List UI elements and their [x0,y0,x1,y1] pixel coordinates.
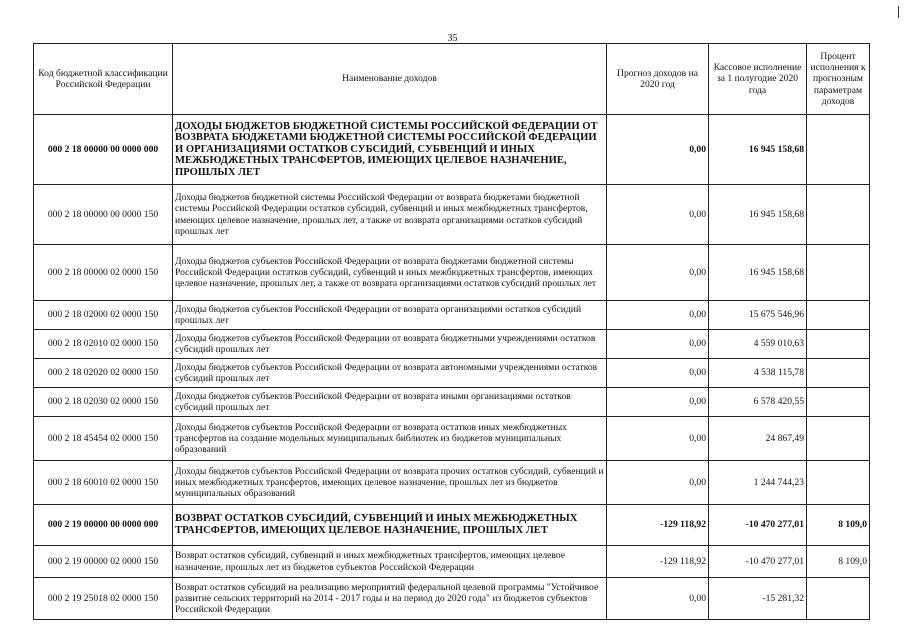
cell-name: Доходы бюджетов субъектов Российской Федерации от возврата остатков иных межбюджетных трансфертов на создание модельных муниципальных библиотек из бюджетов муниципальных образований [173,417,607,461]
cell-fact: 16 945 158,68 [709,115,807,185]
cell-name: ВОЗВРАТ ОСТАТКОВ СУБСИДИЙ, СУБВЕНЦИЙ И ИНЫХ МЕЖБЮДЖЕТНЫХ ТРАНСФЕРТОВ, ИМЕЮЩИХ ЦЕЛЕВОЕ НАЗНАЧЕНИЕ, ПРОШЛЫХ ЛЕТ [173,505,607,546]
cell-plan: 0,00 [607,245,709,301]
cell-percent [807,301,870,330]
cell-percent [807,330,870,359]
cell-fact: -15 281,32 [709,578,807,620]
cell-percent [807,359,870,388]
cell-percent [807,578,870,620]
table-row [34,330,870,359]
cell-percent: 8 109,0 [807,505,870,546]
cell-plan: 0,00 [607,115,709,185]
cell-code: 000 2 18 02000 02 0000 150 [34,301,173,330]
cell-percent: 8 109,0 [807,546,870,578]
cell-name: Доходы бюджетов бюджетной системы Российской Федерации от возврата бюджетами бюджетной системы Российской Федерации остатков субсидий, субвенций и иных межбюджетных трансфертов, имеющих целевое назначение, прошлых лет, а также от возврата организациями остатков субсидий прошлых лет [173,185,607,245]
cell-name: Доходы бюджетов субъектов Российской Федерации от возврата организациями остатков субсидий прошлых лет [173,301,607,330]
table-header-row [34,44,870,115]
table-row [34,185,870,245]
cell-name: Доходы бюджетов субъектов Российской Федерации от возврата бюджетными учреждениями остатков субсидий прошлых лет [173,330,607,359]
cell-code: 000 2 18 45454 02 0000 150 [34,417,173,461]
cell-name: Возврат остатков субсидий, субвенций и иных межбюджетных трансфертов, имеющих целевое назначение, прошлых лет из бюджетов субъектов Российской Федерации [173,546,607,578]
cell-fact: 4 559 010,63 [709,330,807,359]
table-row [34,115,870,185]
cell-percent [807,461,870,505]
cell-fact: -10 470 277,01 [709,546,807,578]
cell-fact: 16 945 158,68 [709,245,807,301]
cell-percent [807,115,870,185]
header-fact: Кассовое исполнение за 1 полугодие 2020 года [709,44,807,115]
cell-percent [807,417,870,461]
cell-plan: 0,00 [607,578,709,620]
header-code: Код бюджетной классификации Российской Федерации [34,44,173,115]
cell-fact: 16 945 158,68 [709,185,807,245]
header-percent: Процент исполнения к прогнозным параметрам доходов [807,44,870,115]
table-row [34,546,870,578]
page-number: 35 [447,33,458,44]
cell-fact: 1 244 744,23 [709,461,807,505]
cell-plan: 0,00 [607,417,709,461]
table-row [34,417,870,461]
cell-fact: 6 578 420,55 [709,388,807,417]
cell-fact: 15 675 546,96 [709,301,807,330]
cell-code: 000 2 18 00000 00 0000 000 [34,115,173,185]
cell-percent [807,185,870,245]
cell-fact: 4 538 115,78 [709,359,807,388]
table-row [34,505,870,546]
cell-name: Доходы бюджетов субъектов Российской Федерации от возврата прочих остатков субсидий, субвенций и иных межбюджетных трансфертов, имеющих целевое назначение, прошлых лет из бюджетов муниципальных образований [173,461,607,505]
cell-plan: 0,00 [607,388,709,417]
cell-plan: 0,00 [607,461,709,505]
cell-code: 000 2 18 00000 00 0000 150 [34,185,173,245]
cell-code: 000 2 18 00000 02 0000 150 [34,245,173,301]
cell-name: Доходы бюджетов субъектов Российской Федерации от возврата бюджетами бюджетной системы Российской Федерации остатков субсидий, субвенций и иных межбюджетных трансфертов, имеющих целевое назначение, прошлых лет, а также от возврата организациями остатков субсидий прошлых лет [173,245,607,301]
cell-name: ДОХОДЫ БЮДЖЕТОВ БЮДЖЕТНОЙ СИСТЕМЫ РОССИЙСКОЙ ФЕДЕРАЦИИ ОТ ВОЗВРАТА БЮДЖЕТАМИ БЮДЖЕТНОЙ СИСТЕМЫ РОССИЙСКОЙ ФЕДЕРАЦИИ И ОРГАНИЗАЦИЯМИ ОСТАТКОВ СУБСИДИЙ, СУБВЕНЦИЙ И ИНЫХ МЕЖБЮДЖЕТНЫХ ТРАНСФЕРТОВ, ИМЕЮЩИХ ЦЕЛЕВОЕ НАЗНАЧЕНИЕ, ПРОШЛЫХ ЛЕТ [173,115,607,185]
cell-code: 000 2 19 00000 02 0000 150 [34,546,173,578]
cell-plan: 0,00 [607,359,709,388]
cell-plan: -129 118,92 [607,505,709,546]
cell-fact: 24 867,49 [709,417,807,461]
cell-plan: 0,00 [607,185,709,245]
budget-table [33,43,870,620]
cell-percent [807,245,870,301]
cell-name: Доходы бюджетов субъектов Российской Федерации от возврата иными организациями остатков субсидий прошлых лет [173,388,607,417]
table-row [34,578,870,620]
table-row [34,301,870,330]
table-row [34,359,870,388]
table-row [34,388,870,417]
table-row [34,245,870,301]
cell-code: 000 2 18 02020 02 0000 150 [34,359,173,388]
header-plan: Прогноз доходов на 2020 год [607,44,709,115]
table-row [34,461,870,505]
cell-plan: -129 118,92 [607,546,709,578]
edge-mark [898,6,899,18]
cell-plan: 0,00 [607,301,709,330]
cell-name: Возврат остатков субсидий на реализацию мероприятий федеральной целевой программы "Устойчивое развитие сельских территорий на 2014 - 2017 годы и на период до 2020 года" из бюджетов субъектов Российской Федерации [173,578,607,620]
cell-fact: -10 470 277,01 [709,505,807,546]
table-body [34,115,870,620]
cell-name: Доходы бюджетов субъектов Российской Федерации от возврата автономными учреждениями остатков субсидий прошлых лет [173,359,607,388]
cell-percent [807,388,870,417]
cell-code: 000 2 18 60010 02 0000 150 [34,461,173,505]
header-name: Наименование доходов [173,44,607,115]
cell-code: 000 2 18 02010 02 0000 150 [34,330,173,359]
cell-code: 000 2 19 00000 00 0000 000 [34,505,173,546]
cell-code: 000 2 18 02030 02 0000 150 [34,388,173,417]
cell-plan: 0,00 [607,330,709,359]
cell-code: 000 2 19 25018 02 0000 150 [34,578,173,620]
